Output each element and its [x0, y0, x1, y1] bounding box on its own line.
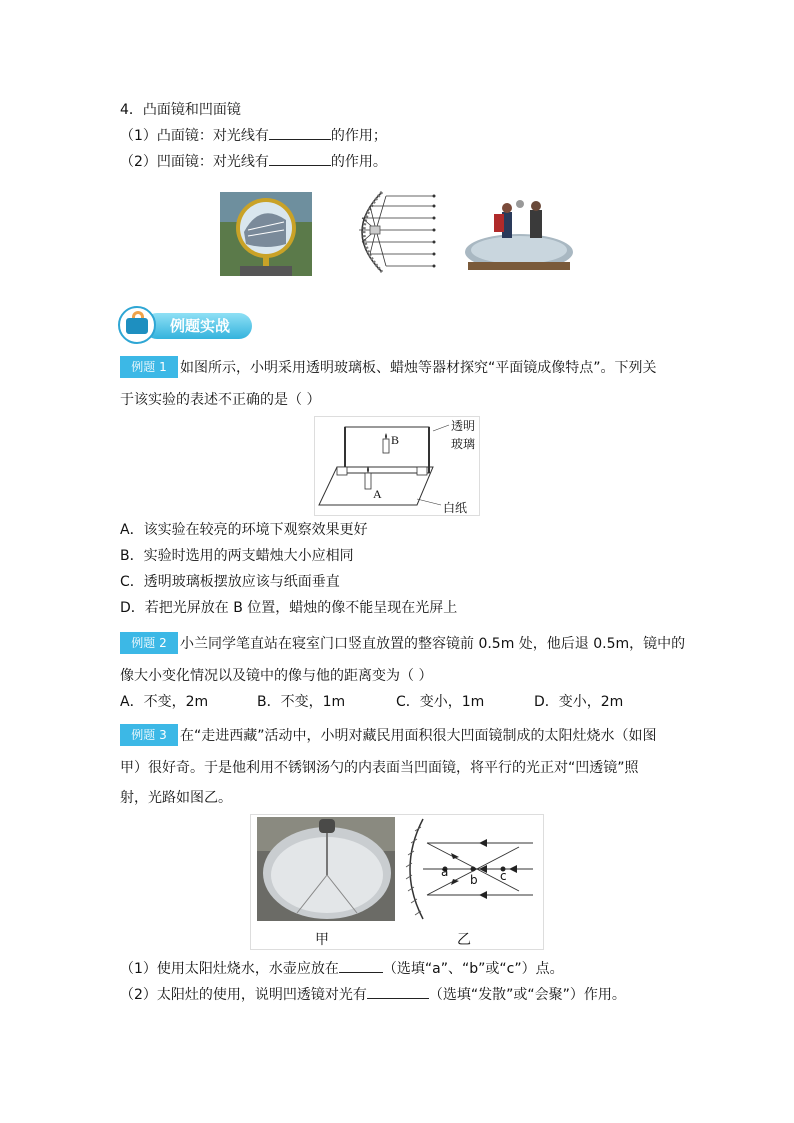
example-2-stem-line1: 小兰同学笔直站在寝室门口竖直放置的整容镜前 0.5m 处，他后退 0.5m，镜中的: [180, 636, 686, 652]
ray-diagram: [399, 817, 539, 921]
example-3-q1-suffix: （选填“a”、“b”或“c”）点。: [382, 961, 564, 977]
caption-yi: 乙: [457, 932, 471, 948]
example-1-option-a[interactable]: A．该实验在较亮的环境下观察效果更好: [120, 522, 368, 538]
example-3-q2-suffix: （选填“发散”或“会聚”）作用。: [428, 987, 626, 1003]
example-2-option-d[interactable]: D．变小，2m: [534, 694, 624, 710]
question-concave-prefix: （2）凹面镜：对光线有: [120, 154, 269, 170]
label-glass-1: 透明: [451, 419, 476, 433]
answer-blank[interactable]: [367, 984, 429, 999]
section-title: 4．凸面镜和凹面镜: [120, 102, 241, 118]
example-3-stem-line2: 甲）很好奇。于是他利用不锈钢汤勺的内表面当凹面镜，将平行的光正对“凹透镜”照: [120, 760, 639, 776]
example-1-stem-line2: 于该实验的表述不正确的是（ ）: [120, 392, 321, 408]
example-1-tag: 例题 1: [120, 356, 178, 378]
point-a-label: a: [441, 865, 449, 879]
question-concave: [120, 151, 387, 172]
example-3-stem-line3: 射，光路如图乙。: [120, 790, 232, 806]
example-2-option-a[interactable]: A．不变，2m: [120, 694, 209, 710]
example-3-question-1: [120, 958, 564, 979]
plane-mirror-figure: [314, 416, 480, 516]
example-2-stem-line2: 像大小变化情况以及镜中的像与他的距离变为（ ）: [120, 668, 433, 684]
label-b: B: [391, 433, 400, 447]
solar-cooker-figure: [250, 814, 544, 950]
convex-mirror-photo: [220, 192, 312, 276]
example-3-q2-prefix: （2）太阳灶的使用，说明凹透镜对光有: [120, 987, 367, 1003]
label-a: A: [373, 487, 382, 501]
question-convex: [120, 125, 387, 146]
example-2-option-b[interactable]: B．不变，1m: [257, 694, 346, 710]
label-glass-2: 玻璃: [451, 437, 476, 451]
example-3-stem-line1: 在“走进西藏”活动中，小明对藏民用面积很大凹面镜制成的太阳灶烧水（如图: [180, 728, 657, 744]
example-3-q1-prefix: （1）使用太阳灶烧水，水壶应放在: [120, 961, 339, 977]
answer-blank[interactable]: [269, 125, 331, 140]
question-convex-prefix: （1）凸面镜：对光线有: [120, 128, 269, 144]
caption-jia: 甲: [315, 932, 329, 948]
answer-blank[interactable]: [269, 151, 331, 166]
point-b-label: b: [470, 873, 478, 887]
example-3-tag: 例题 3: [120, 724, 178, 746]
solar-cooker-photo-small: [464, 194, 574, 274]
concave-mirror-diagram: [342, 190, 438, 274]
point-c-label: c: [500, 869, 507, 883]
example-section-badge: [118, 306, 256, 342]
question-concave-suffix: 的作用。: [330, 154, 387, 170]
toolbox-icon: [118, 306, 156, 344]
badge-label: 例题实战: [144, 313, 252, 339]
example-1-option-d[interactable]: D．若把光屏放在 B 位置，蜡烛的像不能呈现在光屏上: [120, 600, 458, 616]
example-2-tag: 例题 2: [120, 632, 178, 654]
example-1-stem-line1: 如图所示，小明采用透明玻璃板、蜡烛等器材探究“平面镜成像特点”。下列关: [180, 360, 657, 376]
example-2-option-c[interactable]: C．变小，1m: [396, 694, 485, 710]
example-3-question-2: [120, 984, 626, 1005]
solar-cooker-photo: [257, 817, 395, 921]
example-1-option-b[interactable]: B．实验时选用的两支蜡烛大小应相同: [120, 548, 354, 564]
example-1-option-c[interactable]: C．透明玻璃板摆放应该与纸面垂直: [120, 574, 340, 590]
answer-blank[interactable]: [339, 958, 383, 973]
question-convex-suffix: 的作用；: [330, 128, 387, 144]
label-paper: 白纸: [443, 501, 468, 515]
